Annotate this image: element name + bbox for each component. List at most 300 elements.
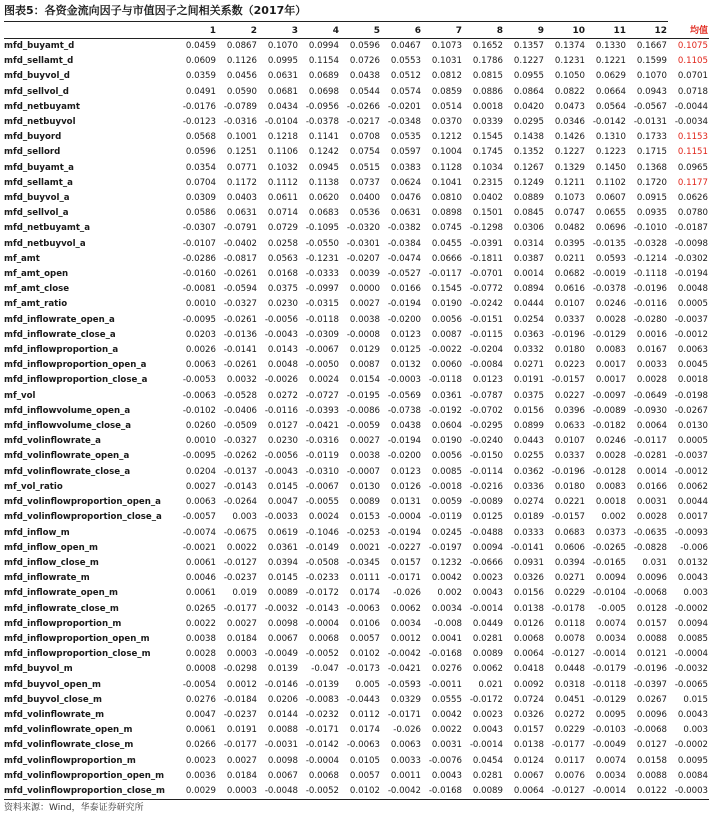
correlation-cell: 0.0258 — [267, 238, 298, 249]
correlation-cell: 0.0034 — [595, 770, 626, 781]
factor-name: mfd_inflowrate_close_a — [4, 329, 116, 340]
correlation-cell: -0.0086 — [346, 405, 380, 416]
correlation-table — [4, 24, 709, 800]
correlation-cell: 0.0246 — [595, 299, 626, 310]
correlation-cell: 0.0383 — [390, 162, 421, 173]
correlation-cell: -0.0666 — [469, 557, 503, 568]
correlation-cell: 0.0087 — [431, 329, 462, 340]
factor-name: mfd_inflowproportion_close_m — [4, 649, 151, 660]
correlation-cell: 0.0332 — [513, 345, 544, 356]
correlation-cell: -0.0129 — [592, 694, 626, 705]
correlation-cell: 0.0092 — [513, 679, 544, 690]
table-row — [4, 617, 709, 632]
correlation-cell: -0.0095 — [182, 451, 216, 462]
correlation-cell: 0.1330 — [595, 41, 626, 51]
correlation-cell: 0.0023 — [472, 573, 503, 584]
mean-cell: 0.0043 — [677, 709, 708, 720]
factor-name: mfd_buyamt_d — [4, 41, 75, 51]
correlation-cell: 0.0454 — [472, 755, 503, 766]
correlation-cell: 0.0059 — [431, 497, 462, 508]
correlation-cell: -0.1231 — [305, 253, 339, 264]
correlation-cell: -0.0176 — [182, 101, 216, 112]
correlation-cell: 0.0535 — [390, 132, 421, 143]
mean-cell: -0.0044 — [674, 101, 708, 112]
correlation-cell: 0.0022 — [226, 542, 257, 553]
correlation-cell: -0.0127 — [223, 557, 257, 568]
correlation-cell: -0.026 — [393, 588, 421, 599]
correlation-cell: -0.0116 — [264, 405, 298, 416]
correlation-cell: 0.0886 — [472, 86, 503, 97]
correlation-cell: -0.0014 — [469, 603, 503, 614]
correlation-cell: -0.0054 — [182, 679, 216, 690]
correlation-cell: -0.0043 — [264, 466, 298, 477]
correlation-cell: 0.0514 — [431, 101, 462, 112]
correlation-cell: 0.0033 — [636, 360, 667, 371]
correlation-cell: 0.0536 — [349, 208, 380, 219]
correlation-cell: -0.0194 — [387, 299, 421, 310]
correlation-cell: 0.0812 — [431, 71, 462, 82]
correlation-cell: -0.0262 — [223, 451, 257, 462]
correlation-cell: 0.0074 — [595, 755, 626, 766]
header-row — [4, 24, 709, 39]
correlation-cell: 0.0139 — [267, 664, 298, 675]
correlation-cell: 0.0094 — [472, 542, 503, 553]
correlation-cell: 0.0102 — [340, 784, 381, 800]
correlation-cell: 0.0057 — [349, 770, 380, 781]
correlation-cell: 0.0245 — [431, 527, 462, 538]
correlation-cell: -0.0048 — [258, 784, 299, 800]
table-row — [4, 678, 709, 693]
correlation-cell: 0.1001 — [226, 132, 257, 143]
correlation-cell: -0.0014 — [592, 649, 626, 660]
correlation-cell: 0.0898 — [431, 208, 462, 219]
correlation-cell: 0.021 — [478, 679, 503, 690]
correlation-cell: 0.0726 — [349, 56, 380, 67]
correlation-cell: 0.0633 — [554, 421, 585, 432]
correlation-cell: 0.0714 — [267, 208, 298, 219]
header-cell-mean: 均值 — [668, 24, 709, 39]
correlation-cell: 0.0221 — [554, 497, 585, 508]
correlation-cell: -0.0168 — [428, 649, 462, 660]
correlation-cell: -0.1811 — [469, 253, 503, 264]
mean-cell: -0.0065 — [674, 679, 708, 690]
table-row — [4, 556, 709, 571]
correlation-cell: -0.0007 — [346, 466, 380, 477]
correlation-cell: -0.0384 — [387, 238, 421, 249]
correlation-cell: 0.0203 — [185, 329, 216, 340]
correlation-cell: 0.0078 — [554, 633, 585, 644]
correlation-cell: 0.0363 — [513, 329, 544, 340]
correlation-cell: -0.0391 — [469, 238, 503, 249]
correlation-cell: 0.0314 — [513, 238, 544, 249]
correlation-cell: 0.2315 — [472, 177, 503, 188]
correlation-cell: 0.0029 — [176, 784, 217, 800]
correlation-cell: -0.1046 — [305, 527, 339, 538]
table-row — [4, 328, 709, 343]
correlation-cell: 0.0597 — [390, 147, 421, 158]
mean-cell: -0.0004 — [674, 649, 708, 660]
correlation-cell: -0.0593 — [387, 679, 421, 690]
correlation-cell: 0.0664 — [595, 86, 626, 97]
table-row — [4, 647, 709, 662]
correlation-cell: -0.0727 — [305, 390, 339, 401]
correlation-cell: -0.0135 — [592, 238, 626, 249]
correlation-cell: 0.0815 — [472, 71, 503, 82]
correlation-cell: 0.0771 — [226, 162, 257, 173]
correlation-cell: -0.0333 — [305, 269, 339, 280]
correlation-cell: -0.0116 — [633, 299, 667, 310]
correlation-cell: 0.0094 — [595, 573, 626, 584]
table-row — [4, 754, 709, 769]
correlation-cell: -0.0327 — [223, 299, 257, 310]
correlation-cell: -0.0194 — [387, 527, 421, 538]
correlation-cell: 0.0375 — [267, 284, 298, 295]
mean-cell: 0.0045 — [677, 360, 708, 371]
correlation-cell: 0.0166 — [636, 481, 667, 492]
header-cell-month: 1 — [176, 24, 217, 39]
correlation-cell: 0.0418 — [513, 664, 544, 675]
correlation-cell: 0.1599 — [636, 56, 667, 67]
correlation-cell: -0.0129 — [592, 329, 626, 340]
correlation-cell: 0.0043 — [472, 725, 503, 736]
table-row — [4, 738, 709, 753]
correlation-cell: 0.0038 — [349, 451, 380, 462]
correlation-cell: 0.0124 — [513, 755, 544, 766]
correlation-cell: -0.0178 — [551, 603, 585, 614]
factor-name: mf_vol — [4, 390, 36, 401]
correlation-cell: -0.0328 — [633, 238, 667, 249]
mean-cell: -0.0194 — [674, 269, 708, 280]
correlation-cell: -0.0004 — [387, 512, 421, 523]
correlation-cell: 0.0266 — [185, 740, 216, 751]
correlation-cell: 0.1667 — [636, 41, 667, 51]
factor-name: mfd_inflowvolume_open_a — [4, 405, 131, 416]
correlation-cell: 0.0724 — [513, 694, 544, 705]
correlation-cell: 0.0068 — [308, 770, 339, 781]
mean-cell: 0.1075 — [677, 41, 708, 51]
table-body — [4, 39, 709, 800]
correlation-cell: 0.0003 — [226, 649, 257, 660]
correlation-cell: 0.0180 — [554, 481, 585, 492]
correlation-cell: 0.0255 — [513, 451, 544, 462]
mean-cell: 0.0095 — [677, 755, 708, 766]
correlation-cell: -0.0320 — [346, 223, 380, 234]
factor-name: mfd_inflowproportion_a — [4, 345, 119, 356]
correlation-cell: -0.0171 — [305, 725, 339, 736]
table-row — [4, 465, 709, 480]
correlation-cell: -0.0348 — [387, 117, 421, 128]
correlation-cell: -0.0172 — [305, 588, 339, 599]
correlation-cell: 0.0230 — [267, 299, 298, 310]
correlation-cell: -0.0042 — [381, 784, 422, 800]
correlation-cell: 0.1368 — [636, 162, 667, 173]
correlation-cell: 0.0016 — [636, 329, 667, 340]
correlation-cell: 0.0403 — [226, 193, 257, 204]
correlation-cell: 0.1172 — [226, 177, 257, 188]
correlation-cell: 0.0034 — [431, 603, 462, 614]
correlation-cell: 0.1050 — [554, 71, 585, 82]
correlation-cell: 0.0031 — [636, 497, 667, 508]
correlation-cell: 0.1227 — [554, 147, 585, 158]
correlation-cell: -0.0240 — [469, 436, 503, 447]
mean-cell: 0.0063 — [677, 345, 708, 356]
correlation-cell: 0.0590 — [226, 86, 257, 97]
correlation-cell: 0.0168 — [267, 269, 298, 280]
correlation-cell: 0.0737 — [349, 177, 380, 188]
correlation-cell: -0.0261 — [223, 269, 257, 280]
correlation-cell: 0.0620 — [308, 193, 339, 204]
mean-cell: -0.0198 — [674, 390, 708, 401]
correlation-cell: 0.1102 — [595, 177, 626, 188]
correlation-cell: 0.0609 — [185, 56, 216, 67]
correlation-cell: -0.0301 — [346, 238, 380, 249]
correlation-cell: 0.1426 — [554, 132, 585, 143]
correlation-cell: 0.0105 — [349, 755, 380, 766]
correlation-cell: -0.0315 — [305, 299, 339, 310]
correlation-cell: 0.1227 — [513, 56, 544, 67]
mean-cell: 0.0018 — [677, 375, 708, 386]
correlation-cell: 0.0894 — [513, 284, 544, 295]
correlation-cell: -0.1010 — [633, 223, 667, 234]
factor-name: mfd_inflowproportion_open_a — [4, 360, 147, 371]
factor-name: mfd_inflowrate_open_m — [4, 588, 118, 599]
mean-cell: 0.0965 — [677, 162, 708, 173]
correlation-cell: -0.008 — [434, 618, 462, 629]
table-row — [4, 252, 709, 267]
correlation-cell: 0.0023 — [472, 709, 503, 720]
mean-cell: -0.0012 — [674, 466, 708, 477]
correlation-cell: -0.0265 — [592, 542, 626, 553]
correlation-cell: -0.0043 — [264, 329, 298, 340]
correlation-cell: 0.1126 — [226, 56, 257, 67]
correlation-cell: 0.0156 — [513, 588, 544, 599]
correlation-cell: -0.0107 — [182, 238, 216, 249]
correlation-cell: 0.1034 — [472, 162, 503, 173]
table-row — [4, 206, 709, 221]
correlation-cell: 0.0028 — [185, 649, 216, 660]
factor-name: mfd_inflowproportion_open_m — [4, 633, 150, 644]
correlation-cell: -0.0177 — [551, 740, 585, 751]
correlation-cell: 0.0125 — [390, 345, 421, 356]
correlation-cell: 0.0512 — [390, 71, 421, 82]
correlation-cell: -0.0281 — [633, 451, 667, 462]
correlation-cell: -0.0014 — [586, 784, 627, 800]
correlation-cell: -0.0675 — [223, 527, 257, 538]
correlation-cell: -0.0089 — [592, 405, 626, 416]
correlation-cell: -0.0701 — [469, 269, 503, 280]
correlation-cell: 0.0123 — [390, 329, 421, 340]
table-row — [4, 267, 709, 282]
correlation-cell: 0.0130 — [349, 481, 380, 492]
correlation-cell: -0.0264 — [223, 497, 257, 508]
correlation-cell: 0.0023 — [185, 755, 216, 766]
correlation-cell: 0.0027 — [226, 618, 257, 629]
correlation-cell: 0.0994 — [308, 41, 339, 51]
correlation-cell: 0.0629 — [595, 71, 626, 82]
correlation-cell: 0.0596 — [185, 147, 216, 158]
correlation-cell: 0.0631 — [267, 71, 298, 82]
mean-cell: -0.006 — [680, 542, 708, 553]
factor-name: mfd_inflowproportion_m — [4, 618, 122, 629]
correlation-cell: 0.0191 — [226, 725, 257, 736]
correlation-cell: 0.1249 — [513, 177, 544, 188]
correlation-cell: 0.0438 — [349, 71, 380, 82]
correlation-cell: -0.0118 — [305, 314, 339, 325]
correlation-cell: -0.0772 — [469, 284, 503, 295]
correlation-cell: 0.0014 — [636, 466, 667, 477]
correlation-cell: -0.0063 — [346, 603, 380, 614]
correlation-cell: 0.1070 — [636, 71, 667, 82]
correlation-cell: -0.0053 — [182, 375, 216, 386]
mean-cell: 0.0062 — [677, 481, 708, 492]
correlation-cell: -0.0165 — [592, 557, 626, 568]
correlation-cell: 0.0333 — [513, 527, 544, 538]
correlation-cell: 0.0117 — [554, 755, 585, 766]
correlation-cell: 0.0396 — [554, 405, 585, 416]
correlation-cell: 0.0038 — [185, 633, 216, 644]
correlation-cell: 0.1786 — [472, 56, 503, 67]
correlation-cell: 0.0955 — [513, 71, 544, 82]
correlation-cell: -0.0182 — [592, 421, 626, 432]
correlation-cell: -0.0052 — [305, 649, 339, 660]
correlation-cell: 0.0089 — [472, 649, 503, 660]
correlation-cell: -0.0004 — [305, 755, 339, 766]
correlation-cell: -0.0157 — [551, 375, 585, 386]
correlation-cell: 0.031 — [642, 557, 667, 568]
correlation-cell: -0.0057 — [182, 512, 216, 523]
correlation-cell: -0.047 — [311, 664, 339, 675]
correlation-cell: 0.1032 — [267, 162, 298, 173]
correlation-cell: -0.0052 — [299, 784, 340, 800]
correlation-cell: 0.0064 — [504, 784, 545, 800]
correlation-cell: -0.0738 — [387, 405, 421, 416]
correlation-cell: -0.0378 — [305, 117, 339, 128]
correlation-cell: 0.0068 — [308, 633, 339, 644]
correlation-cell: -0.0139 — [305, 679, 339, 690]
correlation-cell: 0.0631 — [226, 208, 257, 219]
correlation-cell: 0.0087 — [349, 360, 380, 371]
correlation-cell: 0.0696 — [595, 223, 626, 234]
correlation-cell: -0.0068 — [633, 725, 667, 736]
mean-cell: 0.0085 — [677, 633, 708, 644]
correlation-cell: 0.0088 — [636, 633, 667, 644]
correlation-cell: 0.0555 — [431, 694, 462, 705]
table-row — [4, 115, 709, 130]
correlation-cell: 0.0028 — [636, 375, 667, 386]
mean-cell: 0.0701 — [677, 71, 708, 82]
correlation-cell: 0.0096 — [636, 573, 667, 584]
correlation-cell: 0.0128 — [636, 603, 667, 614]
correlation-cell: 0.0064 — [513, 649, 544, 660]
factor-name: mfd_volinflowrate_a — [4, 436, 101, 447]
factor-name: mfd_volinflowproportion_open_m — [4, 770, 165, 781]
correlation-cell: -0.0253 — [346, 527, 380, 538]
correlation-cell: 0.0153 — [349, 512, 380, 523]
table-row — [4, 69, 709, 84]
correlation-cell: 0.0211 — [554, 253, 585, 264]
correlation-cell: 0.0061 — [185, 588, 216, 599]
correlation-cell: 0.0039 — [349, 269, 380, 280]
correlation-cell: 0.1745 — [472, 147, 503, 158]
correlation-cell: -0.0179 — [592, 664, 626, 675]
correlation-cell: 0.0067 — [267, 770, 298, 781]
correlation-cell: 0.0022 — [185, 618, 216, 629]
correlation-cell: -0.0397 — [633, 679, 667, 690]
correlation-cell: 0.0402 — [472, 193, 503, 204]
correlation-cell: -0.0327 — [223, 436, 257, 447]
correlation-cell: 0.0184 — [226, 633, 257, 644]
correlation-cell: -0.0196 — [633, 284, 667, 295]
table-row — [4, 708, 709, 723]
table-row — [4, 571, 709, 586]
correlation-cell: 0.0698 — [308, 86, 339, 97]
mean-cell: -0.0034 — [674, 117, 708, 128]
correlation-cell: -0.0117 — [428, 269, 462, 280]
mean-cell: 0.0132 — [677, 557, 708, 568]
correlation-cell: 0.1545 — [431, 284, 462, 295]
correlation-cell: -0.0103 — [592, 725, 626, 736]
correlation-cell: -0.0237 — [223, 573, 257, 584]
correlation-cell: -0.1118 — [633, 269, 667, 280]
correlation-cell: -0.0261 — [223, 360, 257, 371]
correlation-cell: -0.0382 — [387, 223, 421, 234]
table-row — [4, 419, 709, 434]
correlation-cell: 0.0745 — [431, 223, 462, 234]
correlation-cell: 0.0810 — [431, 193, 462, 204]
correlation-cell: 0.0339 — [472, 117, 503, 128]
correlation-cell: 0.1251 — [226, 147, 257, 158]
table-row — [4, 480, 709, 495]
mean-cell: -0.0037 — [674, 314, 708, 325]
correlation-cell: -0.0117 — [633, 436, 667, 447]
correlation-cell: -0.0817 — [223, 253, 257, 264]
correlation-cell: -0.0063 — [346, 740, 380, 751]
correlation-cell: 0.0047 — [185, 709, 216, 720]
correlation-cell: 0.1154 — [308, 56, 339, 67]
correlation-cell: 0.1073 — [554, 193, 585, 204]
correlation-cell: 0.0184 — [226, 770, 257, 781]
correlation-cell: 0.0729 — [267, 223, 298, 234]
factor-name: mfd_inflowrate_close_m — [4, 603, 119, 614]
correlation-cell: 0.0129 — [349, 345, 380, 356]
correlation-cell: -0.0104 — [264, 117, 298, 128]
correlation-cell: 0.0098 — [267, 755, 298, 766]
correlation-cell: -0.0137 — [223, 466, 257, 477]
correlation-cell: 0.0420 — [513, 101, 544, 112]
correlation-cell: -0.0084 — [469, 360, 503, 371]
correlation-cell: 0.0845 — [513, 208, 544, 219]
table-row — [4, 404, 709, 419]
correlation-cell: -0.0059 — [346, 421, 380, 432]
correlation-cell: 0.0112 — [349, 709, 380, 720]
correlation-cell: 0.0689 — [308, 71, 339, 82]
correlation-cell: 0.0010 — [185, 436, 216, 447]
correlation-cell: 0.0995 — [267, 56, 298, 67]
header-cell-month: 11 — [586, 24, 627, 39]
correlation-cell: -0.0021 — [182, 542, 216, 553]
correlation-cell: -0.0131 — [633, 117, 667, 128]
correlation-cell: 0.1070 — [267, 41, 298, 51]
correlation-cell: -0.0201 — [387, 101, 421, 112]
correlation-cell: 0.1310 — [595, 132, 626, 143]
correlation-cell: 0.0666 — [431, 253, 462, 264]
correlation-cell: 0.0456 — [226, 71, 257, 82]
correlation-cell: 0.1106 — [267, 147, 298, 158]
correlation-cell: 0.0034 — [595, 633, 626, 644]
mean-cell: 0.1153 — [677, 132, 708, 143]
factor-name: mfd_inflowrate_m — [4, 573, 90, 584]
correlation-cell: -0.0171 — [387, 709, 421, 720]
